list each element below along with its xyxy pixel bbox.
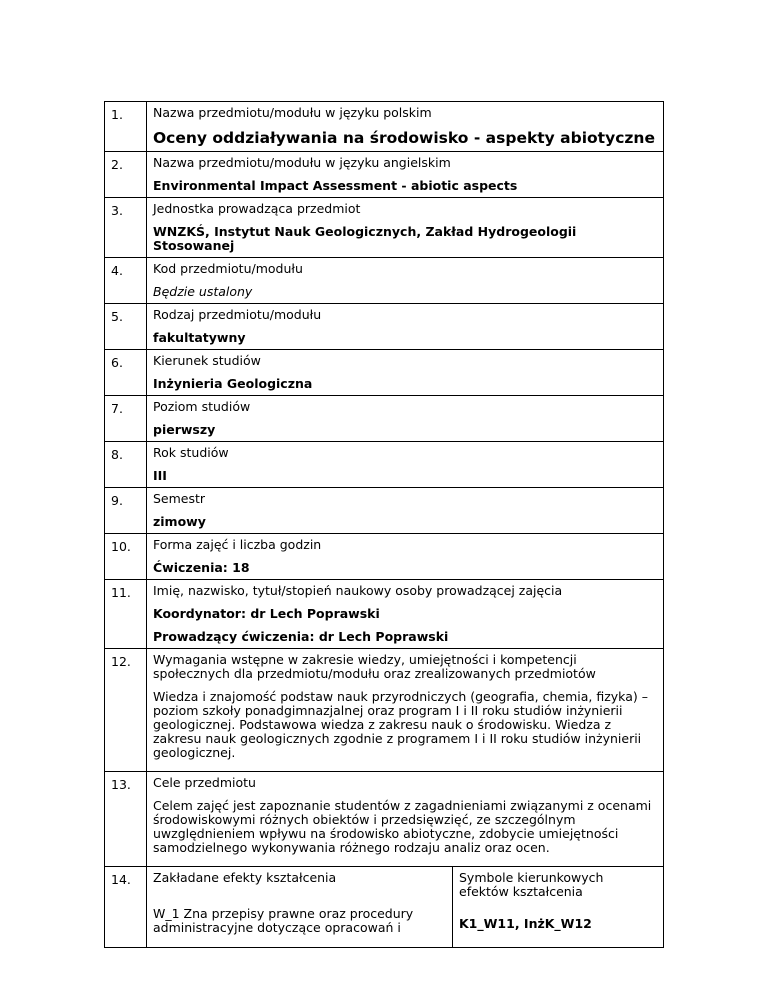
row-number: 9.	[105, 488, 147, 534]
table-cell	[147, 396, 664, 442]
field-label: Forma zajęć i liczba godzin	[153, 537, 322, 552]
field-label: Kod przedmiotu/modułu	[153, 261, 303, 276]
table-row	[105, 350, 664, 396]
row-number: 12.	[105, 649, 147, 772]
field-value: Wiedza i znajomość podstaw nauk przyrodniczych (geografia, chemia, fizyka) – poziom szkoły ponadgimnazjalnej oraz program I i II roku studiów inżynierii geologicznej. Podstawowa wiedza z zakresu nauk o środowisku. Wiedza z zakresu nauk geologicznych zgodnie z programem I i II roku studiów inżynierii geologicznej.	[153, 689, 648, 760]
table-cell	[147, 102, 664, 152]
table-row	[105, 152, 664, 198]
field-label: Rodzaj przedmiotu/modułu	[153, 307, 322, 322]
field-value: zimowy	[153, 514, 206, 529]
field-value: Prowadzący ćwiczenia: dr Lech Poprawski	[153, 629, 449, 644]
row-number: 13.	[105, 772, 147, 867]
field-value: WNZKŚ, Instytut Nauk Geologicznych, Zakład Hydrogeologii Stosowanej	[153, 224, 577, 253]
learning-effect: W_1 Zna przepisy prawne oraz procedury administracyjne dotyczące opracowań i	[153, 906, 414, 935]
field-label: Semestr	[153, 491, 206, 506]
row-number: 2.	[105, 152, 147, 198]
row-number: 5.	[105, 304, 147, 350]
field-label: Nazwa przedmiotu/modułu w języku polskim	[153, 105, 432, 120]
table-cell	[147, 488, 664, 534]
field-value: Koordynator: dr Lech Poprawski	[153, 606, 380, 621]
field-value: Ćwiczenia: 18	[153, 560, 250, 575]
table-cell	[147, 772, 664, 867]
table-row	[105, 304, 664, 350]
table-cell	[147, 442, 664, 488]
table-row	[105, 580, 664, 649]
row-number: 4.	[105, 258, 147, 304]
table-cell	[147, 258, 664, 304]
table-row	[105, 396, 664, 442]
field-label: Poziom studiów	[153, 399, 251, 414]
row-number: 8.	[105, 442, 147, 488]
table-row	[105, 534, 664, 580]
field-value: pierwszy	[153, 422, 216, 437]
table-row	[105, 102, 664, 152]
row-number: 11.	[105, 580, 147, 649]
field-label: Nazwa przedmiotu/modułu w języku angielskim	[153, 155, 451, 170]
field-value: Oceny oddziaływania na środowisko - aspekty abiotyczne	[153, 129, 655, 147]
field-label: Kierunek studiów	[153, 353, 261, 368]
table-cell	[147, 649, 664, 772]
field-label: Jednostka prowadząca przedmiot	[153, 201, 361, 216]
table-cell	[147, 304, 664, 350]
table-cell	[147, 534, 664, 580]
row-number: 6.	[105, 350, 147, 396]
table-row	[105, 488, 664, 534]
field-value: Celem zajęć jest zapoznanie studentów z zagadnieniami związanymi z ocenami środowiskowymi różnych obiektów i przedsięwzięć, ze szczególnym uwzględnieniem wpływu na środowisko abiotyczne, zdobycie umiejętności samodzielnego wykonywania różnego rodzaju analiz oraz ocen.	[153, 798, 652, 855]
table-cell	[147, 867, 453, 948]
row-number: 3.	[105, 198, 147, 258]
field-label: Rok studiów	[153, 445, 229, 460]
row-number: 10.	[105, 534, 147, 580]
row-number: 1.	[105, 102, 147, 152]
table-cell	[147, 580, 664, 649]
field-value: fakultatywny	[153, 330, 246, 345]
field-value: Environmental Impact Assessment - abiotic aspects	[153, 178, 518, 193]
table-row	[105, 198, 664, 258]
field-label: Imię, nazwisko, tytuł/stopień naukowy osoby prowadzącej zajęcia	[153, 583, 563, 598]
effect-symbols: K1_W11, InżK_W12	[459, 916, 592, 931]
field-label: Wymagania wstępne w zakresie wiedzy, umiejętności i kompetencji społecznych dla przedmiotu/modułu oraz zrealizowanych przedmiotów	[153, 652, 596, 681]
table-row	[105, 649, 664, 772]
table-cell	[147, 198, 664, 258]
field-value: III	[153, 468, 167, 483]
table-cell	[147, 350, 664, 396]
field-value: Inżynieria Geologiczna	[153, 376, 313, 391]
field-label: Cele przedmiotu	[153, 775, 256, 790]
table-cell	[453, 867, 664, 948]
syllabus-table	[104, 101, 664, 948]
table-row	[105, 442, 664, 488]
row-number: 7.	[105, 396, 147, 442]
row-number: 14.	[105, 867, 147, 948]
table-cell	[147, 152, 664, 198]
field-value: Będzie ustalony	[153, 284, 253, 299]
field-label: Zakładane efekty kształcenia	[153, 870, 337, 885]
symbols-label: Symbole kierunkowych efektów kształcenia	[459, 870, 604, 899]
table-row	[105, 258, 664, 304]
table-row	[105, 867, 664, 948]
table-row	[105, 772, 664, 867]
